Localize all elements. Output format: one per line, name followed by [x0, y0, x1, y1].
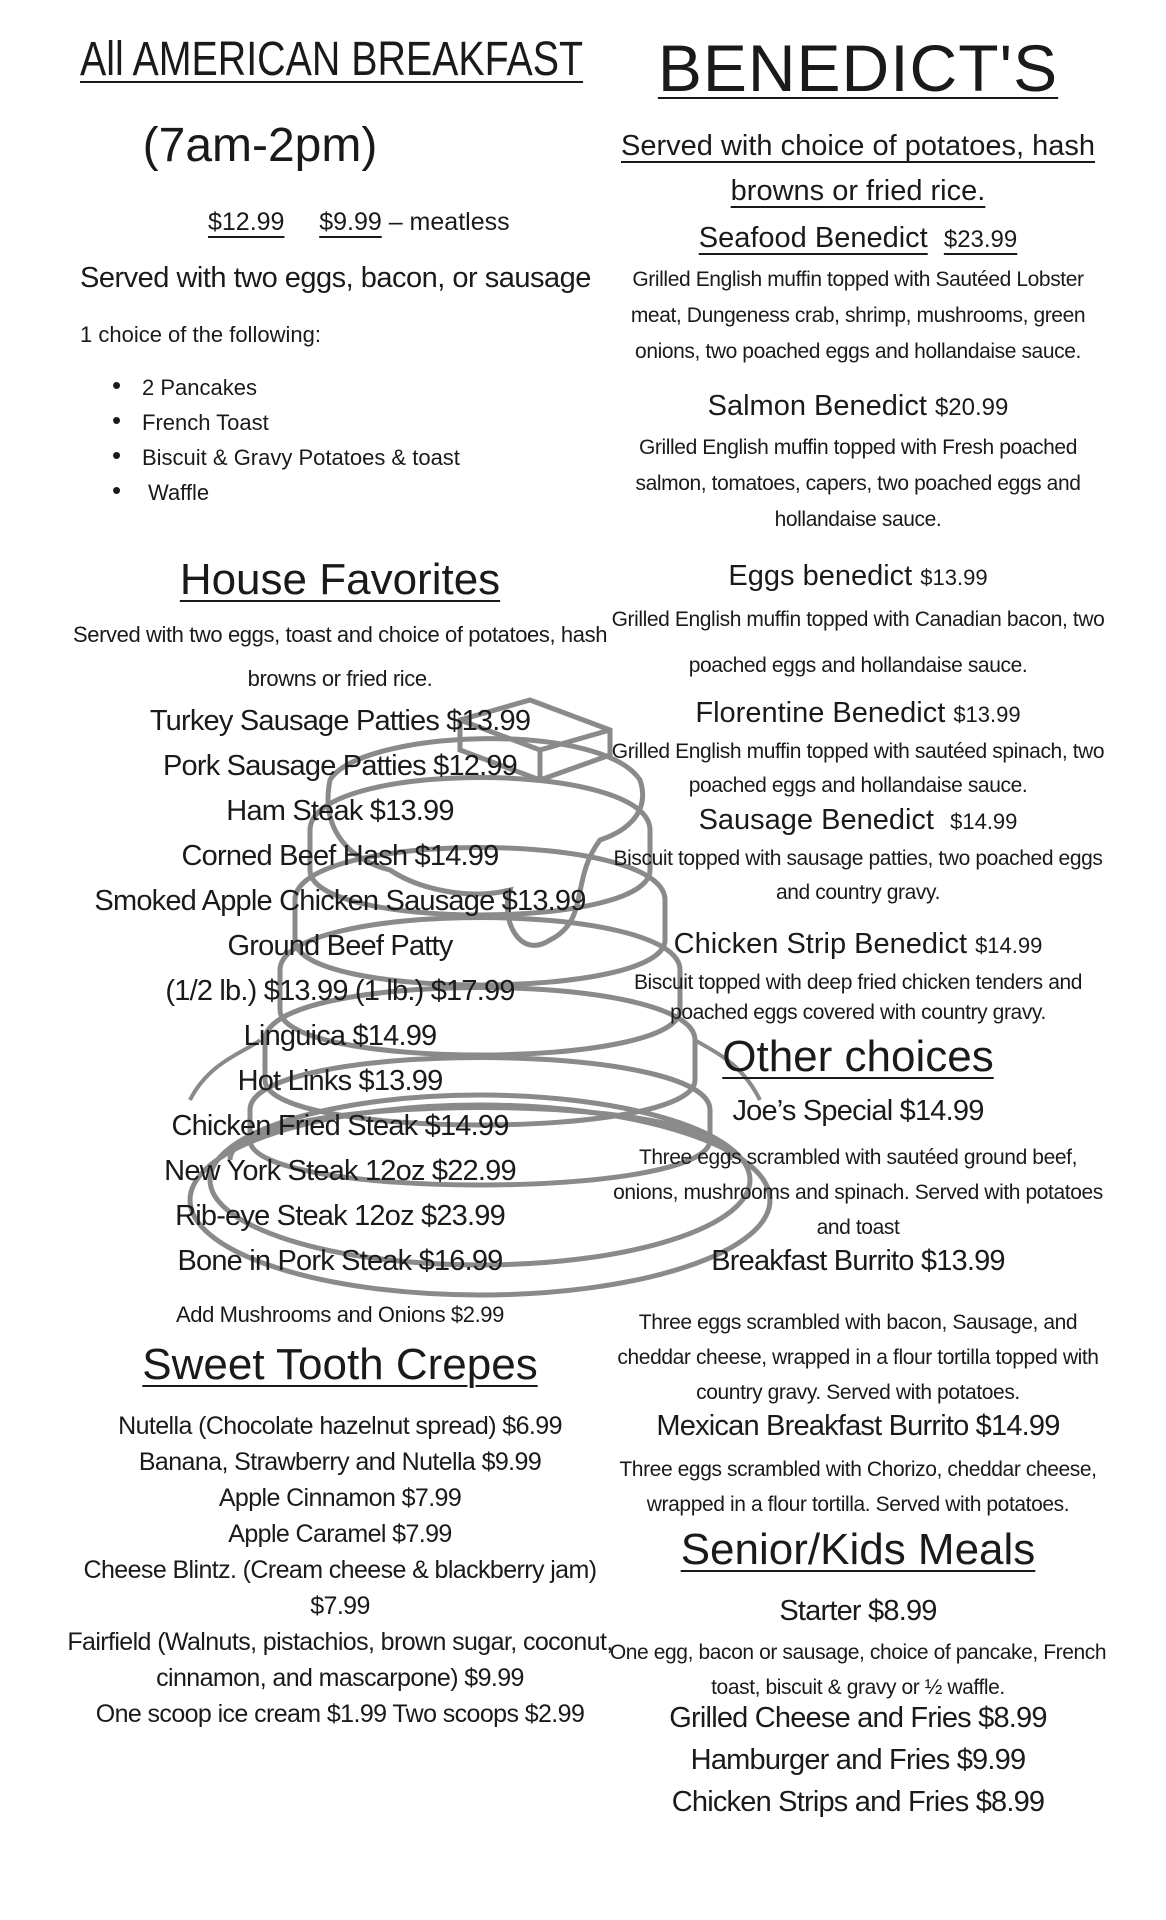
crepe-line: Cheese Blintz. (Cream cheese & blackberry jam) — [83, 1556, 597, 1584]
benedict-desc: poached eggs and hollandaise sauce. — [688, 654, 1028, 677]
benedict-price: $13.99 — [953, 702, 1021, 727]
benedict-price: $14.99 — [975, 933, 1043, 958]
benedict-name: Seafood Benedict — [698, 222, 928, 254]
breakfast-title: All AMERICAN BREAKFAST — [80, 33, 584, 86]
choice-item: • French Toast — [112, 405, 512, 440]
choice-item: • 2 Pancakes — [112, 370, 512, 405]
house-item: Rib-eye Steak 12oz $23.99 — [175, 1200, 505, 1232]
benedict-desc: Grilled English muffin topped with Fresh poached salmon, tomatoes, capers, two poached eggs and hollandaise sauce. — [635, 436, 1081, 531]
joes-special-desc: Three eggs scrambled with sautéed ground beef, onions, mushrooms and spinach. Served with potatoes and toast — [613, 1146, 1103, 1239]
choice-item: • Biscuit & Gravy Potatoes & toast — [112, 440, 512, 475]
house-item: Corned Beef Hash $14.99 — [181, 840, 499, 872]
mexican-burrito-desc: Three eggs scrambled with Chorizo, cheddar cheese, wrapped in a flour tortilla. Served with potatoes. — [619, 1458, 1097, 1516]
senior-item: Chicken Strips and Fries $8.99 — [671, 1786, 1045, 1818]
benedict-name: Eggs benedict — [728, 560, 913, 592]
choice-item: • Waffle — [112, 475, 512, 510]
breakfast-burrito-desc: Three eggs scrambled with bacon, Sausage, and cheddar cheese, wrapped in a flour tortilla topped with country gravy. Served with potatoes. — [617, 1311, 1099, 1404]
benedict-price: $14.99 — [950, 809, 1018, 834]
house-item: Ham Steak $13.99 — [226, 795, 454, 827]
benedict-item-sausage — [608, 804, 1108, 837]
choice-intro: 1 choice of the following: — [80, 322, 321, 347]
breakfast-hours: (7am-2pm) — [142, 119, 378, 172]
house-item: Pork Sausage Patties $12.99 — [162, 750, 518, 782]
benedict-price: $13.99 — [920, 565, 988, 590]
benedict-desc: Biscuit topped with sausage patties, two poached eggs and country gravy. — [613, 847, 1103, 904]
house-item: Hot Links $13.99 — [237, 1065, 443, 1097]
breakfast-price-line — [208, 208, 510, 237]
breakfast-burrito: Breakfast Burrito $13.99 — [711, 1245, 1005, 1277]
senior-kids-title: Senior/Kids Meals — [680, 1525, 1036, 1574]
breakfast-price: $12.99 — [208, 208, 285, 236]
house-item: (1/2 lb.) $13.99 (1 lb.) $17.99 — [165, 975, 515, 1007]
crepe-line: $7.99 — [310, 1592, 370, 1620]
senior-item: Hamburger and Fries $9.99 — [690, 1744, 1026, 1776]
benedict-name: Florentine Benedict — [695, 697, 946, 729]
benedicts-title: BENEDICT'S — [657, 31, 1059, 105]
starter-desc: One egg, bacon or sausage, choice of pancake, French toast, biscuit & gravy or ½ waffle. — [609, 1641, 1107, 1699]
benedict-item-salmon — [608, 390, 1108, 423]
benedict-name: Salmon Benedict — [707, 390, 927, 422]
benedict-desc: Grilled English muffin topped with Sautéed Lobster meat, Dungeness crab, shrimp, mushrooms, green onions, two poached eggs and hollandaise sauce. — [630, 268, 1086, 363]
breakfast-price-meatless: $9.99 — [319, 208, 382, 236]
crepe-line: Fairfield (Walnuts, pistachios, brown sugar, coconut, — [67, 1628, 613, 1656]
benedict-desc: Biscuit topped with deep fried chicken tenders and poached eggs covered with country gravy. — [633, 971, 1083, 1024]
benedict-name: Sausage Benedict — [698, 804, 934, 836]
house-favorites-title: House Favorites — [179, 555, 501, 604]
benedict-name: Chicken Strip Benedict — [673, 928, 967, 960]
benedict-item-seafood — [608, 222, 1108, 255]
crepe-line: Apple Caramel $7.99 — [228, 1520, 452, 1548]
benedict-item-chicken-strip — [608, 928, 1108, 961]
crepe-line: cinnamon, and mascarpone) $9.99 — [156, 1664, 524, 1692]
benedict-price: $23.99 — [943, 226, 1018, 253]
benedict-desc: Grilled English muffin topped with sautéed spinach, two poached eggs and hollandaise sauce. — [611, 740, 1105, 797]
breakfast-served: Served with two eggs, bacon, or sausage — [80, 262, 591, 294]
house-item: New York Steak 12oz $22.99 — [164, 1155, 516, 1187]
joes-special: Joe’s Special $14.99 — [732, 1095, 984, 1127]
house-item: Chicken Fried Steak $14.99 — [171, 1110, 509, 1142]
choice-list — [112, 370, 512, 510]
meatless-label: – meatless — [381, 208, 510, 236]
benedict-desc: Grilled English muffin topped with Canadian bacon, two — [611, 608, 1105, 631]
benedict-price: $20.99 — [934, 394, 1009, 421]
benedicts-served-1: Served with choice of potatoes, hash — [621, 130, 1095, 162]
house-item: Bone in Pork Steak $16.99 — [177, 1245, 503, 1277]
crepe-line: Nutella (Chocolate hazelnut spread) $6.99 — [118, 1412, 562, 1440]
crepes-title: Sweet Tooth Crepes — [142, 1340, 538, 1389]
house-addon: Add Mushrooms and Onions $2.99 — [176, 1302, 504, 1327]
senior-item: Grilled Cheese and Fries $8.99 — [669, 1702, 1047, 1734]
other-choices-title: Other choices — [722, 1032, 994, 1081]
crepe-line: Banana, Strawberry and Nutella $9.99 — [138, 1448, 542, 1476]
benedict-item-eggs — [608, 560, 1108, 593]
house-intro-2: browns or fried rice. — [247, 666, 433, 691]
crepe-line: Apple Cinnamon $7.99 — [218, 1484, 462, 1512]
benedicts-served-2: browns or fried rice. — [730, 175, 986, 207]
benedict-item-florentine — [608, 697, 1108, 730]
house-intro-1: Served with two eggs, toast and choice of potatoes, hash — [72, 622, 608, 647]
house-item: Smoked Apple Chicken Sausage $13.99 — [94, 885, 586, 917]
crepe-line: One scoop ice cream $1.99 Two scoops $2.99 — [95, 1700, 585, 1728]
mexican-breakfast-burrito: Mexican Breakfast Burrito $14.99 — [656, 1410, 1060, 1442]
house-item: Turkey Sausage Patties $13.99 — [149, 705, 531, 737]
starter-item: Starter $8.99 — [779, 1595, 937, 1627]
house-item: Linguica $14.99 — [243, 1020, 437, 1052]
house-item: Ground Beef Patty — [227, 930, 453, 962]
